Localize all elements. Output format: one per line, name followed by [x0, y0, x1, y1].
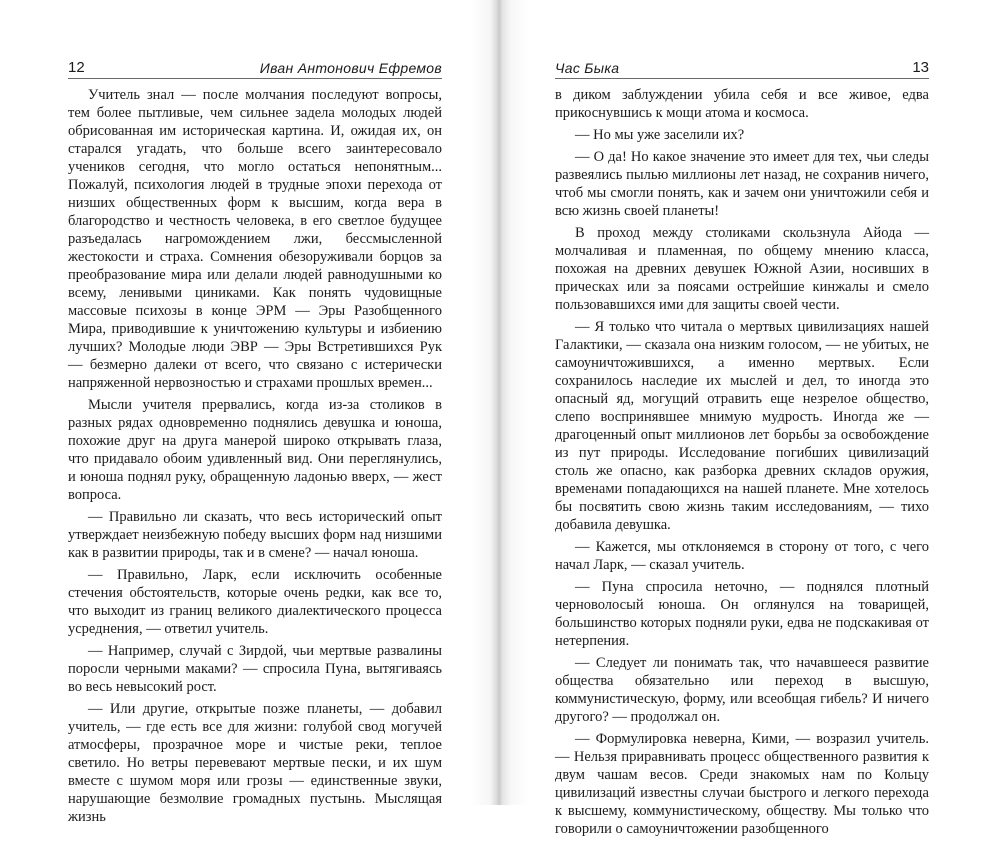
right-running-head — [555, 60, 929, 79]
paragraph: — Кажется, мы отклоняемся в сторону от того, с чего начал Ларк, — сказал учитель. — [555, 539, 929, 573]
right-running-head-title: Час Быка — [555, 60, 620, 76]
paragraph: В проход между столиками скользнула Айода — молчаливая и пламенная, по общему мнению класса, похожая на древних девушек Южной Азии, носивших в прическах или за поясами острейшие кинжалы и смело пользовавшихся ими для защиты своей чести. — [555, 225, 929, 313]
paragraph-continuation: в диком заблуждении убила себя и все живое, едва прикоснувшись к мощи атома и космоса. — [555, 87, 929, 121]
paragraph: — О да! Но какое значение это имеет для тех, чьи следы развеялись пылью миллионы лет назад, не сохранив ничего, чтоб мы смогли понять, как и зачем они уничтожили себя и всю жизнь своей планеты! — [555, 149, 929, 219]
right-page-number: 13 — [912, 59, 929, 76]
paragraph: — Но мы уже заселили их? — [575, 127, 745, 143]
paragraph: — Следует ли понимать так, что начавшееся развитие общества обязательно или переход в высшую, коммунистическую, форму, или всеобщая гибель? И ничего другого? — продолжал он. — [555, 655, 929, 725]
left-page-text — [68, 86, 442, 830]
paragraph: Учитель знал — после молчания последуют вопросы, тем более пытливые, чем сильнее задела молодых людей обрисованная им историческая картина. И, ожидая их, он старался угадать, что больше всего заинтересовало учеников сегодня, что могло остаться непонятным... Пожалуй, психология людей в трудные эпохи перехода от низших общественных форм к высшим, когда вера в благородство и честность человека, в его светлое будущее разъедалась нагромождением лжи, бессмысленной жестокости и страха. Сомнения обезоруживали борцов за преобразование мира или делали людей равнодушными ко всему, ленивыми циниками. Как понять чудовищные массовые психозы в конце ЭРМ — Эры Разобщенного Мира, приводившие к уничтожению культуры и избиению лучших? Молодые люди ЭВР — Эры Встретившихся Рук — безмерно далеки от всего, что связано с истерически напряженной нервозностью и страхами прошлых времен... — [68, 87, 442, 391]
paragraph: — Правильно ли сказать, что весь исторический опыт утверждает неизбежную победу высших форм над низшими как в развитии природы, так и в смене? — начал юноша. — [68, 509, 442, 561]
book-spine — [470, 0, 528, 805]
paragraph: — Формулировка неверна, Кими, — возразил учитель. — Нельзя приравнивать процесс общественного развития к двум чашам весов. Среди знакомых нам по Кольцу цивилизаций известны случаи быстрого и легкого перехода к высшему, коммунистическому, обществу. Мы только что говорили о самоуничтожении разобщенного — [555, 731, 929, 837]
left-page — [68, 0, 442, 825]
left-page-number: 12 — [68, 59, 85, 76]
left-running-head-title: Иван Антонович Ефремов — [259, 60, 442, 76]
paragraph: — Или другие, открытые позже планеты, — добавил учитель, — где есть все для жизни: голубой свод могучей атмосферы, прозрачное море и чистые реки, теплое светило. Но ветры перевевают мертвые пески, и их шум вместе с шумом моря или грозы — единственные звуки, нарушающие безмолвие громадных пустынь. Мыслящая жизнь — [68, 701, 442, 825]
paragraph: — Правильно, Ларк, если исключить особенные стечения обстоятельств, которые очень редки, как все то, что выходит из границ великого диалектического процесса усреднения, — ответил учитель. — [68, 567, 442, 637]
left-running-head — [68, 60, 442, 79]
paragraph: — Я только что читала о мертвых цивилизациях нашей Галактики, — сказала она низким голосом, — не убитых, не самоуничтожившихся, а именно мертвых. Если сохранилось наследие их мыслей и дел, то иногда это опасный яд, могущий отравить еще незрелое общество, слепо воспринявшее мнимую мудрость. Иногда же — драгоценный опыт миллионов лет борьбы за освобождение из пут природы. Исследование погибших цивилизаций столь же опасно, как разборка древних складов оружия, временами попадающихся на нашей планете. Мне хотелось бы посвятить свою жизнь таким исследованиям, — тихо добавила девушка. — [555, 319, 929, 533]
right-page-text — [555, 86, 929, 842]
paragraph: Мысли учителя прервались, когда из-за столиков в разных рядах одновременно поднялись девушка и юноша, похожие друг на друга манерой широко открывать глаза, что придавало обоим удивленный вид. Они переглянулись, и юноша поднял руку, обращенную ладонью вверх, — жест вопроса. — [68, 397, 442, 503]
right-page — [555, 0, 929, 837]
paragraph: — Например, случай с Зирдой, чьи мертвые развалины поросли черными маками? — спросила Пуна, вытягиваясь во весь невысокий рост. — [68, 643, 442, 695]
paragraph: — Пуна спросила неточно, — поднялся плотный черноволосый юноша. Он оглянулся на товарищей, большинство которых подняли руки, едва не подскакивая от нетерпения. — [555, 579, 929, 649]
